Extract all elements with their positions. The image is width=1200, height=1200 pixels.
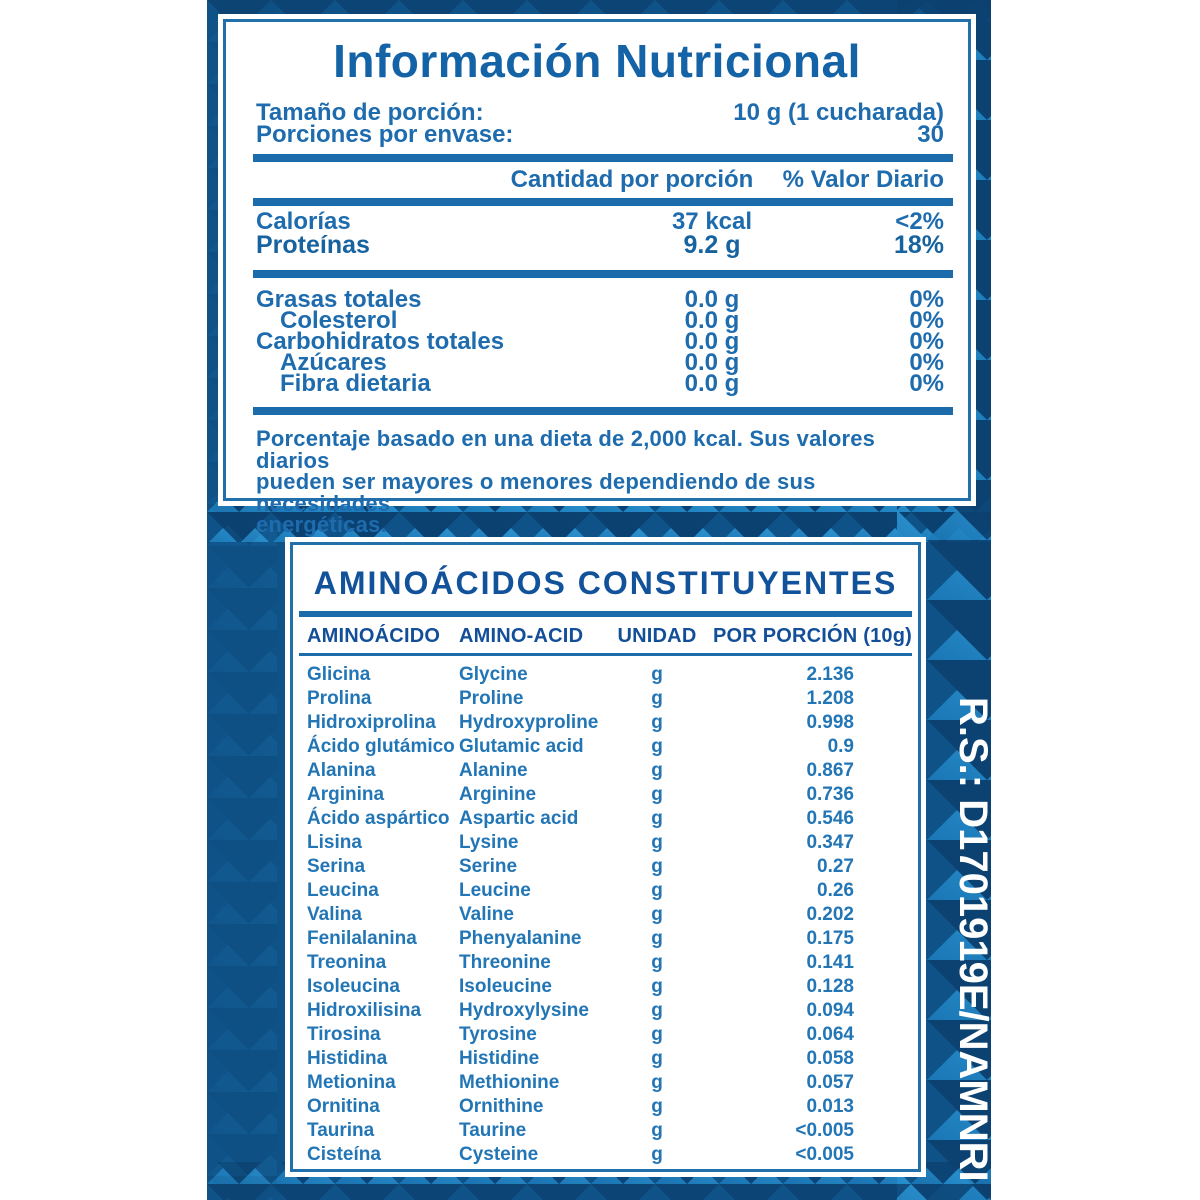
amino-name-en: Glutamic acid	[459, 735, 584, 757]
table-row	[299, 1047, 912, 1071]
amino-acids-card	[285, 537, 926, 1177]
amino-name-es: Hidroxiprolina	[307, 711, 436, 733]
amino-unit: g	[651, 903, 663, 925]
amino-unit: g	[651, 927, 663, 949]
amino-name-en: Leucine	[459, 879, 531, 901]
amino-name-es: Treonina	[307, 951, 387, 973]
serving-value: 10 g (1 cucharada)	[733, 99, 944, 126]
amino-unit: g	[651, 1095, 663, 1117]
amino-amount: 2.136	[806, 663, 854, 685]
daily-value-column-header: % Valor Diario	[782, 166, 944, 193]
registration-number-vertical: R.S.: D1701919E/NAMNRI	[951, 697, 995, 1182]
amino-name-es: Metionina	[307, 1071, 396, 1093]
amino-name-es: Taurina	[307, 1119, 375, 1141]
nutrient-amount: 0.0 g	[684, 286, 740, 313]
header-spacer	[256, 169, 492, 191]
table-row	[299, 831, 912, 855]
amino-amount: 0.141	[806, 951, 854, 973]
amino-name-es: Arginina	[307, 783, 385, 805]
amino-amount: 0.058	[806, 1047, 854, 1069]
amino-amount: 0.26	[817, 879, 854, 901]
table-row	[299, 663, 912, 687]
amino-column-header: POR PORCIÓN (10g)	[713, 625, 912, 647]
amino-name-en: Aspartic acid	[459, 807, 579, 829]
nutrient-daily-value: 0%	[909, 370, 944, 397]
table-row	[299, 687, 912, 711]
amino-unit: g	[651, 951, 663, 973]
amino-unit: g	[651, 831, 663, 853]
amino-name-es: Cisteína	[307, 1143, 381, 1165]
amino-name-en: Isoleucine	[459, 975, 552, 997]
amino-amount: 1.208	[806, 687, 854, 709]
amino-name-en: Serine	[459, 855, 518, 877]
amino-name-en: Lysine	[459, 831, 519, 853]
amino-name-es: Hidroxilisina	[307, 999, 422, 1021]
table-row	[299, 1071, 912, 1095]
serving-info	[218, 99, 976, 148]
amino-unit: g	[651, 1023, 663, 1045]
table-row	[218, 370, 976, 397]
serving-label: Porciones por envase:	[256, 121, 514, 148]
amino-name-en: Proline	[459, 687, 524, 709]
amino-name-en: Methionine	[459, 1071, 560, 1093]
nutrient-amount: 0.0 g	[684, 328, 740, 355]
amino-name-es: Histidina	[307, 1047, 388, 1069]
amino-name-en: Threonine	[459, 951, 551, 973]
table-row	[299, 975, 912, 999]
table-row	[299, 807, 912, 831]
amino-name-en: Histidine	[459, 1047, 540, 1069]
nutrient-amount: 37 kcal	[671, 208, 753, 235]
nutrient-label: Fibra dietaria	[280, 370, 431, 397]
table-row	[299, 879, 912, 903]
amino-amount: 0.736	[806, 783, 854, 805]
nutrition-title: Información Nutricional	[333, 35, 861, 87]
divider-rule	[299, 653, 912, 656]
table-row	[299, 927, 912, 951]
nutrient-daily-value: 0%	[909, 349, 944, 376]
nutrient-amount: 0.0 g	[684, 349, 740, 376]
table-row	[299, 1023, 912, 1047]
amino-name-en: Valine	[459, 903, 514, 925]
amino-name-es: Prolina	[307, 687, 372, 709]
amino-unit: g	[651, 807, 663, 829]
amino-unit: g	[651, 1143, 663, 1165]
table-row	[299, 783, 912, 807]
nutrient-amount: 0.0 g	[684, 370, 740, 397]
amino-unit: g	[651, 1071, 663, 1093]
table-row	[299, 759, 912, 783]
table-row	[299, 1119, 912, 1143]
amino-column-header: AMINO-ACID	[459, 625, 584, 647]
amino-unit: g	[651, 735, 663, 757]
daily-value-footnote	[218, 428, 976, 536]
amino-acids-title: AMINOÁCIDOS CONSTITUYENTES	[313, 565, 898, 601]
footnote-line: Porcentaje basado en una dieta de 2,000 kcal. Sus valores diarios	[256, 426, 876, 473]
divider-rule	[253, 154, 953, 162]
table-row	[299, 951, 912, 975]
amino-column-header: UNIDAD	[617, 625, 697, 647]
table-row	[299, 903, 912, 927]
nutrition-card-content	[218, 22, 976, 536]
amino-amount: 0.175	[806, 927, 854, 949]
amino-unit: g	[651, 663, 663, 685]
amino-amount: 0.347	[806, 831, 854, 853]
nutrient-label: Grasas totales	[256, 286, 422, 313]
nutrient-label: Colesterol	[280, 307, 398, 334]
amino-name-en: Taurine	[459, 1119, 527, 1141]
nutrient-daily-value: 18%	[893, 231, 944, 259]
amount-column-header: Cantidad por porción	[510, 166, 754, 193]
amino-amount: 0.546	[806, 807, 854, 829]
nutrient-daily-value: 0%	[909, 328, 944, 355]
nutrient-label: Carbohidratos totales	[256, 328, 505, 355]
amino-name-en: Hydroxyproline	[459, 711, 599, 733]
amino-name-en: Glycine	[459, 663, 528, 685]
amino-unit: g	[651, 1047, 663, 1069]
table-row	[218, 208, 976, 235]
amino-amount: 0.057	[806, 1071, 854, 1093]
amino-amount: 0.27	[817, 855, 854, 877]
amino-name-es: Serina	[307, 855, 366, 877]
amino-name-en: Tyrosine	[459, 1023, 537, 1045]
macro-rows	[218, 208, 976, 259]
amino-unit: g	[651, 759, 663, 781]
amino-unit: g	[651, 855, 663, 877]
amino-amount: 0.9	[827, 735, 854, 757]
table-row	[299, 855, 912, 879]
nutrient-label: Calorías	[256, 208, 351, 235]
amino-name-es: Leucina	[307, 879, 379, 901]
table-row	[299, 999, 912, 1023]
amino-amount: 0.094	[806, 999, 854, 1021]
amino-unit: g	[651, 999, 663, 1021]
amino-name-en: Alanine	[459, 759, 528, 781]
amino-name-es: Valina	[307, 903, 362, 925]
amino-unit: g	[651, 1119, 663, 1141]
nutrient-daily-value: <2%	[895, 208, 944, 235]
amino-unit: g	[651, 783, 663, 805]
amino-name-es: Ornitina	[307, 1095, 380, 1117]
amino-name-es: Alanina	[307, 759, 376, 781]
amino-name-en: Cysteine	[459, 1143, 539, 1165]
divider-rule	[253, 407, 953, 415]
amino-name-es: Ácido glutámico	[307, 735, 455, 757]
footnote-line: pueden ser mayores o menores dependiendo de sus necesidades	[256, 469, 816, 516]
amino-name-en: Ornithine	[459, 1095, 544, 1117]
divider-rule	[299, 611, 912, 617]
amino-column-header: AMINOÁCIDO	[307, 625, 441, 647]
amino-amount: <0.005	[795, 1143, 854, 1165]
amino-amount: 0.128	[806, 975, 854, 997]
amino-amount: 0.013	[806, 1095, 854, 1117]
amino-amount: 0.202	[806, 903, 854, 925]
amino-name-en: Hydroxylysine	[459, 999, 589, 1021]
serving-value: 30	[917, 121, 944, 148]
table-row	[299, 1095, 912, 1119]
amino-table-header	[299, 624, 912, 648]
table-row	[299, 1143, 912, 1167]
nutrition-facts-card	[218, 14, 976, 537]
amino-name-es: Glicina	[307, 663, 371, 685]
amino-unit: g	[651, 687, 663, 709]
nutrient-daily-value: 0%	[909, 286, 944, 313]
nutrient-label: Proteínas	[256, 231, 370, 259]
nutrient-rows	[218, 286, 976, 397]
nutrient-daily-value: 0%	[909, 307, 944, 334]
amino-name-es: Ácido aspártico	[307, 807, 450, 829]
amino-table-body	[285, 663, 926, 1167]
footnote-line: energéticas.	[256, 512, 387, 537]
amino-name-es: Lisina	[307, 831, 362, 853]
nutrient-amount: 9.2 g	[683, 231, 741, 259]
serving-label: Tamaño de porción:	[256, 99, 484, 126]
amino-name-es: Isoleucina	[307, 975, 400, 997]
table-row	[218, 233, 976, 257]
amino-amount: 0.867	[806, 759, 854, 781]
column-header-row	[218, 166, 976, 193]
amino-amount: <0.005	[795, 1119, 854, 1141]
amino-name-es: Tirosina	[307, 1023, 381, 1045]
amino-amount: 0.998	[806, 711, 854, 733]
amino-name-es: Fenilalanina	[307, 927, 417, 949]
amino-amount: 0.064	[806, 1023, 854, 1045]
amino-card-content	[285, 545, 926, 1167]
divider-rule	[253, 270, 953, 278]
table-row	[299, 735, 912, 759]
nutrient-label: Azúcares	[280, 349, 387, 376]
amino-name-en: Arginine	[459, 783, 537, 805]
amino-unit: g	[651, 711, 663, 733]
amino-unit: g	[651, 879, 663, 901]
nutrient-amount: 0.0 g	[684, 307, 740, 334]
divider-rule	[253, 198, 953, 206]
amino-name-en: Phenyalanine	[459, 927, 582, 949]
serving-row	[218, 121, 976, 148]
table-row	[299, 711, 912, 735]
amino-unit: g	[651, 975, 663, 997]
